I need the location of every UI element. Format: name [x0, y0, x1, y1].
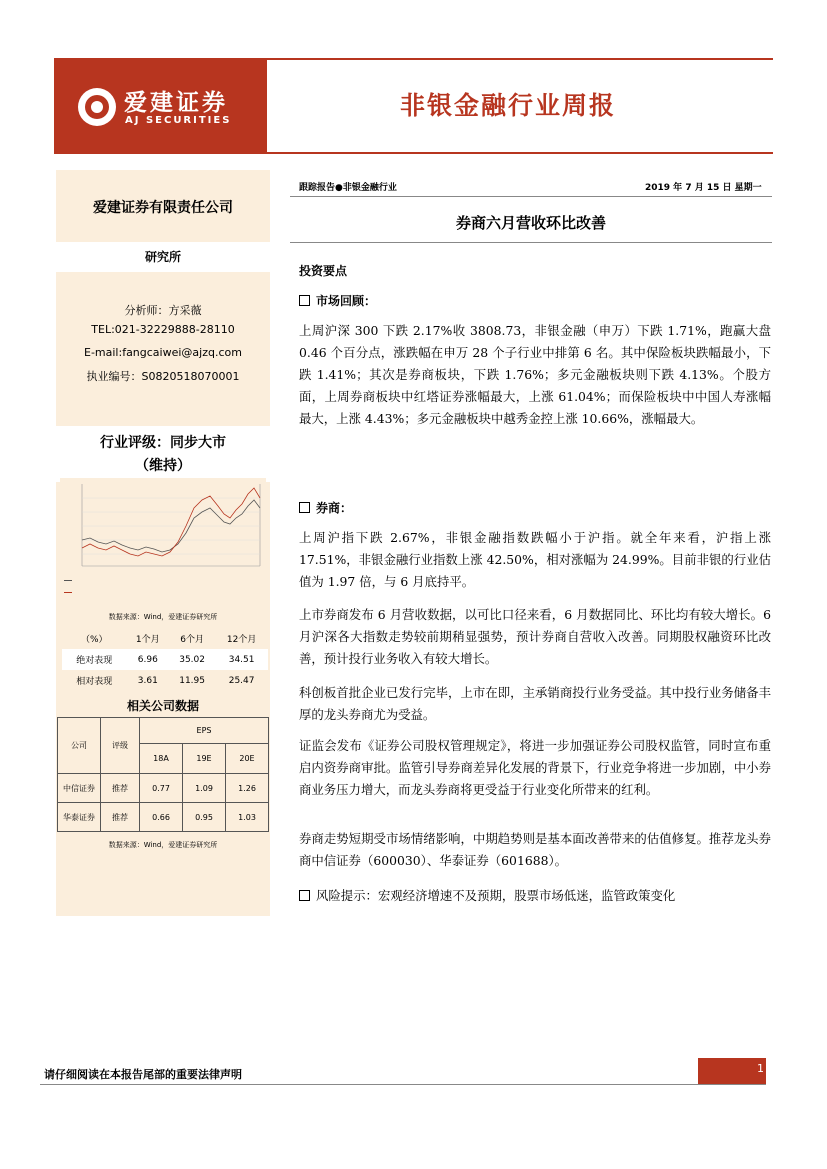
brokers-paragraph-3: 科创板首批企业已发行完毕，上市在即，主承销商投行业务受益。其中投行业务储备丰厚的龙头券商尤为受益。: [299, 685, 771, 722]
headline-divider: [290, 242, 772, 243]
index-trend-chart: [60, 478, 266, 603]
eps-cell: 0.66: [140, 803, 183, 832]
page-number: 1: [757, 1062, 764, 1075]
perf-header: （%）: [80, 635, 108, 645]
section-brokers-label: 券商：: [316, 501, 353, 515]
checkbox-bullet-icon: [299, 295, 310, 306]
brokers-paragraph-4: 证监会发布《证券公司股权管理规定》，将进一步加强证券公司股权监管，同时宣布重启内资券商审批。监管引导券商差异化发展的背景下，行业竞争将进一步加剧，中小券商业务压力增大，而龙头券商将更受益于行业变化所带来的红利。: [299, 738, 771, 797]
brokers-paragraph-2: 上市券商发布 6 月营收数据，以可比口径来看，6 月数据同比、环比均有较大增长。6 月沪深各大指数走势较前期稍显强势，预计券商自营收入改善。同期股权融资环比改善，预计投行业务收入有较大增长。: [299, 607, 771, 666]
risk-warning-text: 风险提示：宏观经济增速不及预期，股票市场低迷，监管政策变化: [316, 888, 676, 903]
perf-header: 6个月: [180, 635, 204, 645]
report-headline: 券商六月营收环比改善: [455, 214, 606, 232]
eps-cell: 1.26: [226, 774, 269, 803]
perf-cell: 6.96: [137, 654, 158, 665]
table-source-note: 数据来源：Wind，爱建证券研究所: [108, 841, 218, 849]
analyst-tel: TEL:021-32229888-28110: [91, 323, 235, 336]
institute-label: 研究所: [144, 250, 181, 264]
eps-col-eps: EPS: [140, 718, 269, 744]
perf-cell: 相对表现: [76, 677, 113, 687]
track-divider: [290, 196, 772, 197]
report-date: 2019 年 7 月 15 日 星期一: [645, 183, 762, 193]
report-title: 非银金融行业周报: [400, 91, 617, 120]
perf-cell: 11.95: [179, 675, 205, 686]
checkbox-bullet-icon: [299, 890, 310, 901]
perf-cell: 绝对表现: [76, 656, 113, 666]
section-market-review: [299, 292, 376, 309]
report-track-label: 跟踪报告●非银金融行业: [299, 183, 397, 193]
eps-cell: 0.95: [183, 803, 226, 832]
eps-cell: 中信证券: [58, 774, 101, 803]
footer-rule: [40, 1084, 766, 1085]
perf-header: 12个月: [226, 635, 257, 645]
section-brokers: [299, 499, 352, 516]
related-companies-title: 相关公司数据: [126, 699, 199, 713]
section-market-label: 市场回顾：: [316, 294, 377, 308]
perf-cell: 3.61: [137, 675, 158, 686]
analyst-email: E-mail:fangcaiwei@ajzq.com: [84, 346, 242, 359]
eps-year: 19E: [183, 744, 226, 774]
eps-table: [57, 717, 269, 832]
perf-cell: 25.47: [228, 675, 255, 686]
eps-cell: 推荐: [101, 803, 140, 832]
checkbox-bullet-icon: [299, 502, 310, 513]
performance-table: [62, 628, 268, 691]
eps-col-company: 公司: [58, 718, 101, 774]
brokers-paragraph-1: 上周沪指下跌 2.67%，非银金融指数跌幅小于沪指。就全年来看，沪指上涨 17.51%，非银金融行业指数上涨 42.50%，相对涨幅为 24.99%。目前非银的行业估值为 1.97 倍，与 6 月底持平。: [299, 530, 771, 589]
chart-source-note: 数据来源：Wind，爱建证券研究所: [108, 613, 218, 621]
eps-cell: 1.09: [183, 774, 226, 803]
eps-year: 20E: [226, 744, 269, 774]
eps-cell: 推荐: [101, 774, 140, 803]
eps-cell: 华泰证券: [58, 803, 101, 832]
logo-emblem-icon: [78, 88, 116, 126]
perf-cell: 34.51: [228, 654, 255, 665]
perf-header: 1个月: [135, 635, 160, 645]
industry-rating: 行业评级：同步大市: [100, 435, 226, 451]
risk-warning: [299, 886, 675, 904]
brokers-paragraph-5: 券商走势短期受市场情绪影响，中期趋势则是基本面改善带来的估值修复。推荐龙头券商中信证券（600030）、华泰证券（601688）。: [299, 831, 771, 868]
company-name: 爱建证券有限责任公司: [93, 200, 233, 216]
eps-col-rating: 评级: [101, 718, 140, 774]
market-review-paragraph: 上周沪深 300 下跌 2.17%收 3808.73，非银金融（申万）下跌 1.71%，跑赢大盘 0.46 个百分点，涨跌幅在申万 28 个子行业中排第 6 名。其中保险板块跌幅最小，下跌 1.41%；其次是券商板块，下跌 1.76%；多元金融板块则下跌 4.13%。个股方面，上周券商板块中红塔证券涨幅最大，上涨 61.04%；而保险板块中中国人寿涨幅最大，上涨 4.43%；多元金融板块中越秀金控上涨 10.66%，涨幅最大。: [299, 323, 771, 426]
eps-year: 18A: [140, 744, 183, 774]
legal-notice: 请仔细阅读在本报告尾部的重要法律声明: [44, 1068, 242, 1081]
industry-rating-status: （维持）: [135, 458, 191, 474]
analyst-license: 执业编号：S0820518070001: [86, 370, 240, 383]
key-points-heading: 投资要点: [299, 264, 348, 278]
logo-chinese-text: 爱建证券: [124, 89, 228, 116]
logo-english-text: AJ SECURITIES: [125, 115, 232, 126]
eps-cell: 0.77: [140, 774, 183, 803]
header-top-rule: [267, 58, 773, 60]
analyst-name: 分析师：方采薇: [124, 304, 202, 317]
eps-cell: 1.03: [226, 803, 269, 832]
perf-cell: 35.02: [179, 654, 205, 665]
header-bottom-rule: [267, 152, 773, 154]
